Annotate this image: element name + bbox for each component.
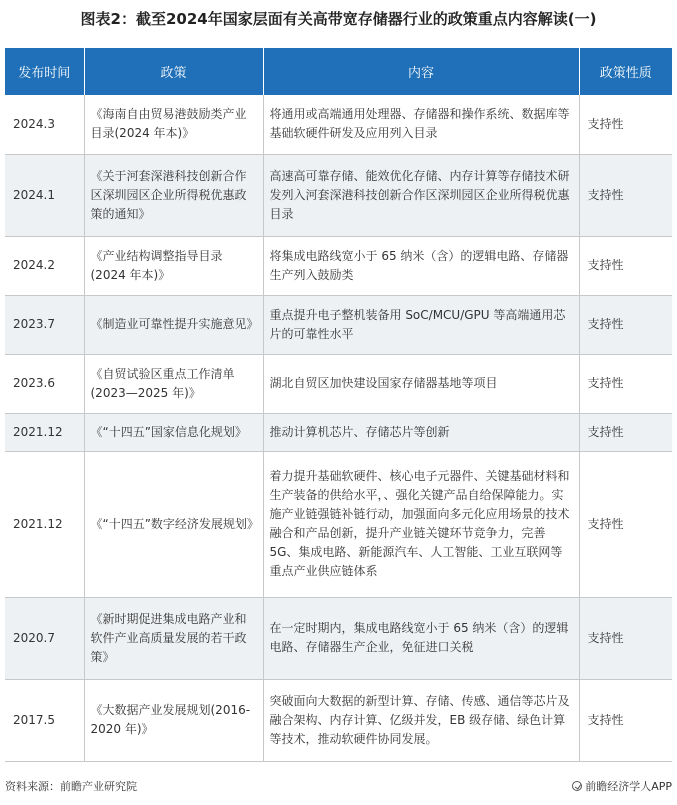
header-nature: 政策性质 (579, 48, 672, 95)
page-title: 图表2：截至2024年国家层面有关高带宽存储器行业的政策重点内容解读(一) (80, 10, 597, 28)
app-credit-label: 前瞻经济学人APP (585, 780, 672, 793)
cell-content: 重点提升电子整机装备用 SoC/MCU/GPU 等高端通用芯片的可靠性水平 (263, 295, 579, 354)
cell-nature: 支持性 (579, 95, 672, 154)
table-row (5, 295, 672, 354)
header-policy: 政策 (84, 48, 263, 95)
header-content: 内容 (263, 48, 579, 95)
policy-table (5, 48, 672, 762)
cell-policy: 《“十四五”国家信息化规划》 (84, 413, 263, 451)
cell-nature: 支持性 (579, 354, 672, 413)
table-row (5, 451, 672, 597)
cell-policy: 《关于河套深港科技创新合作区深圳园区企业所得税优惠政策的通知》 (84, 154, 263, 236)
cell-nature: 支持性 (579, 451, 672, 597)
cell-policy: 《“十四五”数字经济发展规划》 (84, 451, 263, 597)
table-row (5, 95, 672, 154)
cell-nature: 支持性 (579, 679, 672, 761)
cell-content: 着力提升基础软硬件、核心电子元器件、关键基础材料和生产装备的供给水平，、强化关键产品自给保障能力。实施产业链强链补链行动，加强面向多元化应用场景的技术融合和产品创新，提升产业链关键环节竞争力，完善5G、集成电路、新能源汽车、人工智能、工业互联网等重点产业供应链体系 (263, 451, 579, 597)
cell-policy: 《海南自由贸易港鼓励类产业目录(2024 年本)》 (84, 95, 263, 154)
cell-date: 2024.1 (5, 154, 84, 236)
cell-policy: 《产业结构调整指导目录(2024 年本)》 (84, 236, 263, 295)
cell-content: 将通用或高端通用处理器、存储器和操作系统、数据库等基础软硬件研发及应用列入目录 (263, 95, 579, 154)
cell-date: 2017.5 (5, 679, 84, 761)
table-row (5, 413, 672, 451)
cell-date: 2024.2 (5, 236, 84, 295)
table-row (5, 236, 672, 295)
cell-date: 2020.7 (5, 597, 84, 679)
app-credit (572, 779, 672, 795)
cell-date: 2023.7 (5, 295, 84, 354)
cell-nature: 支持性 (579, 295, 672, 354)
cell-date: 2021.12 (5, 413, 84, 451)
cell-content: 高速高可靠存储、能效优化存储、内存计算等存储技术研发列入河套深港科技创新合作区深圳园区企业所得税优惠目录 (263, 154, 579, 236)
check-circle-icon (572, 781, 582, 791)
cell-content: 在一定时期内，集成电路线宽小于 65 纳米（含）的逻辑电路、存储器生产企业，免征进口关税 (263, 597, 579, 679)
table-row (5, 597, 672, 679)
cell-nature: 支持性 (579, 413, 672, 451)
source-note: 资料来源：前瞻产业研究院 (5, 780, 137, 793)
cell-policy: 《制造业可靠性提升实施意见》 (84, 295, 263, 354)
cell-content: 湖北自贸区加快建设国家存储器基地等项目 (263, 354, 579, 413)
cell-content: 将集成电路线宽小于 65 纳米（含）的逻辑电路、存储器生产列入鼓励类 (263, 236, 579, 295)
table-header-row (5, 48, 672, 95)
header-date: 发布时间 (5, 48, 84, 95)
cell-policy: 《新时期促进集成电路产业和软件产业高质量发展的若干政策》 (84, 597, 263, 679)
cell-date: 2023.6 (5, 354, 84, 413)
table-row (5, 154, 672, 236)
cell-content: 推动计算机芯片、存储芯片等创新 (263, 413, 579, 451)
cell-policy: 《自贸试验区重点工作清单(2023—2025 年)》 (84, 354, 263, 413)
cell-date: 2024.3 (5, 95, 84, 154)
cell-content: 突破面向大数据的新型计算、存储、传感、通信等芯片及融合架构、内存计算、亿级并发，EB 级存储、绿色计算等技术，推动软硬件协同发展。 (263, 679, 579, 761)
cell-nature: 支持性 (579, 597, 672, 679)
cell-nature: 支持性 (579, 236, 672, 295)
cell-date: 2021.12 (5, 451, 84, 597)
cell-nature: 支持性 (579, 154, 672, 236)
cell-policy: 《大数据产业发展规划(2016-2020 年)》 (84, 679, 263, 761)
table-row (5, 679, 672, 761)
table-row (5, 354, 672, 413)
